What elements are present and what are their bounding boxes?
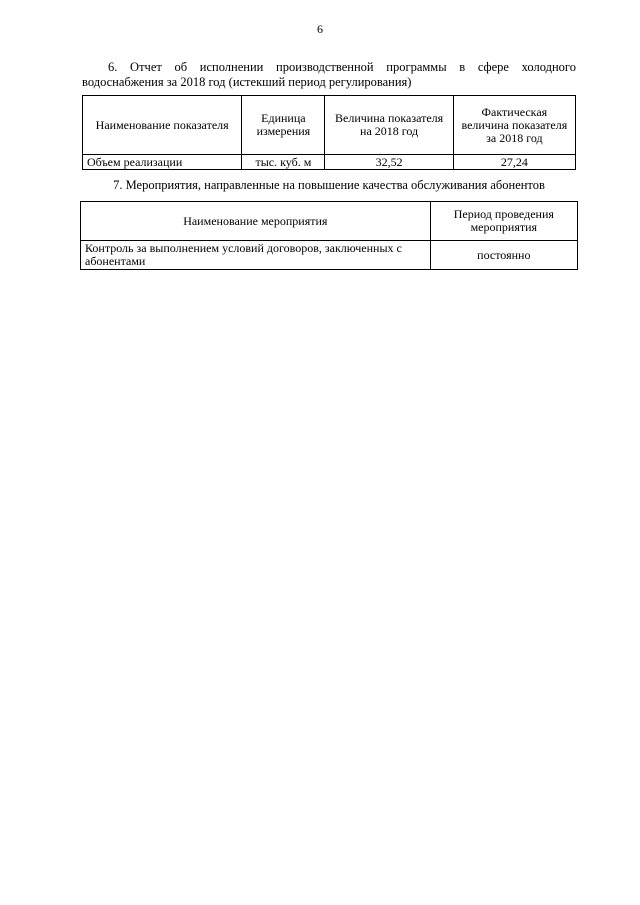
cell-unit: тыс. куб. м — [242, 155, 325, 170]
section-6-heading — [82, 60, 576, 90]
cell-measure-name: Контроль за выполнением условий договоров, заключенных с абонентами — [81, 241, 431, 270]
cell-actual-value: 27,24 — [453, 155, 575, 170]
cell-period: постоянно — [430, 241, 577, 270]
table-row — [81, 241, 578, 270]
table-row — [83, 155, 576, 170]
cell-planned-value: 32,52 — [325, 155, 453, 170]
section-6-heading-line-2: водоснабжения за 2018 год (истекший период регулирования) — [82, 75, 412, 89]
cell-indicator-name: Объем реализации — [83, 155, 242, 170]
service-quality-measures-table — [80, 201, 578, 270]
header-actual-value: Фактическая величина показателя за 2018 год — [453, 96, 575, 155]
table-header-row — [81, 202, 578, 241]
header-measure-name: Наименование мероприятия — [81, 202, 431, 241]
section-6-heading-line-1: 6. Отчет об исполнении производственной программы в сфере холодного — [108, 60, 576, 74]
header-planned-value: Величина показателя на 2018 год — [325, 96, 453, 155]
table-header-row — [83, 96, 576, 155]
section-7-heading: 7. Мероприятия, направленные на повышение качества обслуживания абонентов — [113, 178, 545, 192]
production-program-report-table — [82, 95, 576, 170]
header-period: Период проведения мероприятия — [430, 202, 577, 241]
header-indicator-name: Наименование показателя — [83, 96, 242, 155]
page-number: 6 — [317, 22, 323, 36]
header-unit: Единица измерения — [242, 96, 325, 155]
